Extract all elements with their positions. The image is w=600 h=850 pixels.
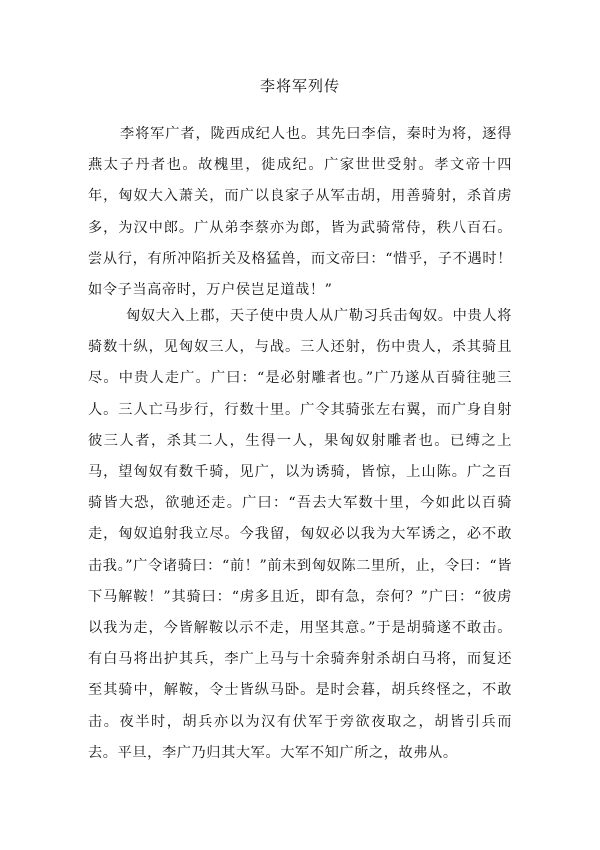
- paragraph-1: 李将军广者，陇西成纪人也。其先曰李信，秦时为将，逐得燕太子丹者也。故槐里，徙成纪。广家世世受射。孝文帝十四年，匈奴大入萧关，而广以良家子从军击胡，用善骑射，杀首虏多，为汉中郎。广从弟李蔡亦为郎，皆为武骑常侍，秩八百石。尝从行，有所冲陷折关及格猛兽，而文帝曰：“惜乎，子不遇时！如令子当高帝时，万户侯岂足道哉！”: [88, 126, 512, 299]
- document-title: 李将军列传: [259, 77, 340, 95]
- paragraph-2: 匈奴大入上郡，天子使中贵人从广勒习兵击匈奴。中贵人将骑数十纵，见匈奴三人，与战。三人还射，伤中贵人，杀其骑且尽。中贵人走广。广曰：“是必射雕者也。”广乃遂从百骑往驰三人。三人亡马步行，行数十里。广令其骑张左右翼，而广身自射彼三人者，杀其二人，生得一人，果匈奴射雕者也。已缚之上马，望匈奴有数千骑，见广，以为诱骑，皆惊，上山陈。广之百骑皆大恐，欲驰还走。广曰：“吾去大军数十里，今如此以百骑走，匈奴追射我立尽。今我留，匈奴必以我为大军诱之，必不敢击我。”广令诸骑曰：“前！”前未到匈奴陈二里所，止，令曰：“皆下马解鞍！”其骑曰：“虏多且近，即有急，奈何？”广曰：“彼虏以我为走，今皆解鞍以示不走，用坚其意。”于是胡骑遂不敢击。有白马将出护其兵，李广上马与十余骑奔射杀胡白马将，而复还至其骑中，解鞍，令士皆纵马卧。是时会暮，胡兵终怪之，不敢击。夜半时，胡兵亦以为汉有伏军于旁欲夜取之，胡皆引兵而去。平旦，李广乃归其大军。大军不知广所之，故弗从。: [88, 308, 512, 761]
